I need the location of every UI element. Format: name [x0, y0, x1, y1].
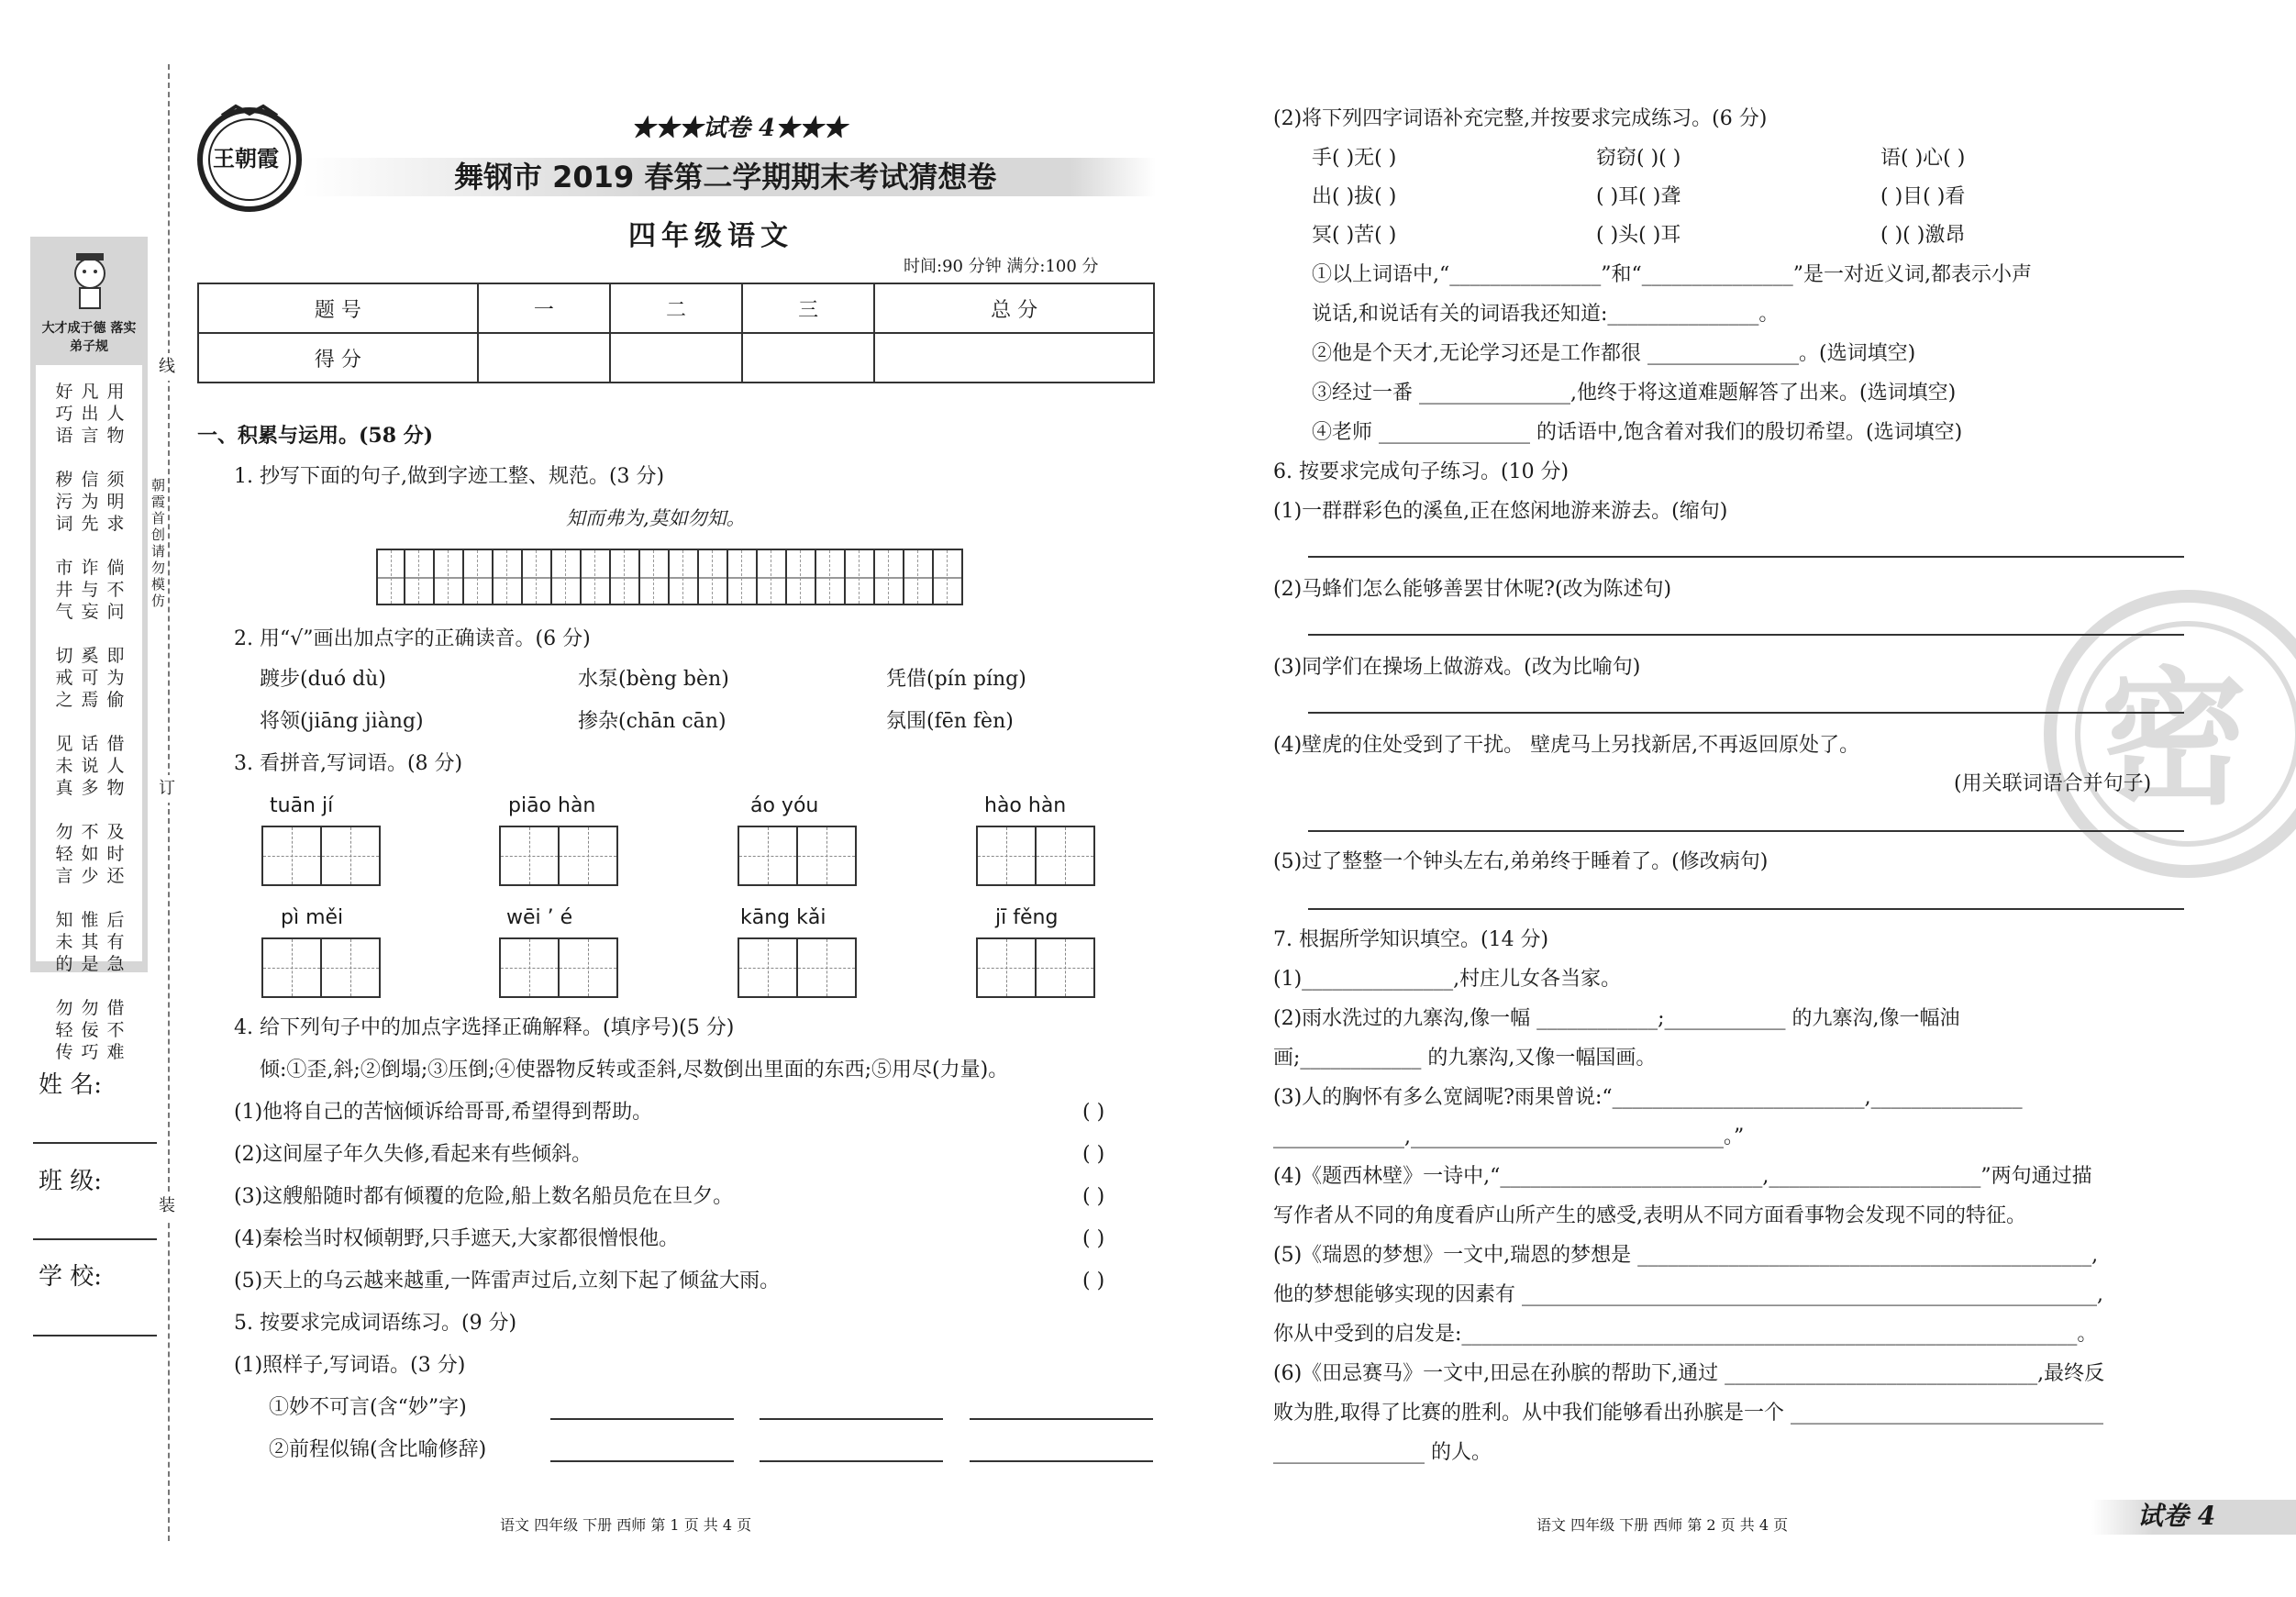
- idiom[interactable]: ( )耳( )聋: [1596, 185, 1681, 208]
- class-field[interactable]: [33, 1238, 157, 1240]
- q1-writing-grid[interactable]: [376, 549, 963, 605]
- q4-item: (5)天上的乌云越来越重,一阵雷声过后,立刻下起了倾盆大雨。: [234, 1270, 781, 1292]
- q5-answer-line[interactable]: [760, 1418, 943, 1420]
- q3-pinyin: jī fěng: [995, 906, 1059, 929]
- q6-answer-line[interactable]: [1308, 556, 2184, 558]
- q7-line: 画;____________ 的九寨沟,又像一幅国画。: [1273, 1047, 1657, 1070]
- q3-answer-box[interactable]: [261, 826, 381, 886]
- score-cell-total[interactable]: [874, 333, 1154, 383]
- q3-pinyin: pì měi: [281, 906, 344, 929]
- binding-label-zhuang: 装: [159, 1192, 175, 1220]
- brand-logo-text: 王朝霞: [213, 145, 279, 172]
- q4-definition: 倾:①歪,斜;②倒塌;③压倒;④使器物反转或歪斜,尽数倒出里面的东西;⑤用尽(力量)。: [260, 1059, 1009, 1081]
- right-footer: 语文 四年级 下册 西师 第 2 页 共 4 页: [1536, 1516, 1789, 1534]
- corner-label: 试卷 4: [2137, 1501, 2216, 1531]
- q5-line: ③经过一番 _______________,他终于将这道难题解答了出来。(选词填空): [1312, 382, 1957, 405]
- q6-prompt: 6. 按要求完成句子练习。(10 分): [1273, 460, 1569, 483]
- q2-item[interactable]: 氛围(fēn fèn): [886, 710, 1014, 733]
- score-cell-3[interactable]: [742, 333, 874, 383]
- q7-line: 写作者从不同的角度看庐山所产生的感受,表明从不同方面看事物会发现不同的特征。: [1273, 1204, 2026, 1227]
- q7-line: 他的梦想能够实现的因素有 _________________________________________________________,: [1273, 1283, 2103, 1306]
- q5-example-2: ②前程似锦(含比喻修辞): [269, 1438, 487, 1461]
- series-label: ★★★试卷 4★★★: [631, 115, 848, 142]
- q5-example-1: ①妙不可言(含“妙”字): [269, 1396, 467, 1419]
- score-header-total: 总 分: [874, 283, 1154, 333]
- q5-sub2: (2)将下列四字词语补充完整,并按要求完成练习。(6 分): [1273, 107, 1768, 130]
- q4-item: (2)这间屋子年久失修,看起来有些倾斜。: [234, 1143, 593, 1166]
- q5-answer-line[interactable]: [760, 1460, 943, 1462]
- q7-line: (3)人的胸怀有多么宽阔呢?雨果曾说:“_________________________,_______________: [1273, 1086, 2023, 1109]
- q4-answer-paren[interactable]: ( ): [1082, 1185, 1105, 1208]
- q6-item: (4)壁虎的住处受到了干扰。 壁虎马上另找新居,不再返回原处了。: [1273, 734, 1860, 757]
- score-cell-2[interactable]: [610, 333, 742, 383]
- score-header-3: 三: [742, 283, 874, 333]
- q4-prompt: 4. 给下列句子中的加点字选择正确解释。(填序号)(5 分): [234, 1016, 735, 1039]
- q7-prompt: 7. 根据所学知识填空。(14 分): [1273, 928, 1549, 951]
- q6-answer-line[interactable]: [1308, 712, 2184, 714]
- name-label: 姓 名:: [39, 1071, 103, 1099]
- exam-title: 舞钢市 2019 春第二学期期末考试猜想卷: [454, 160, 997, 194]
- score-row-label: 得 分: [198, 333, 478, 383]
- q5-line: 说话,和说话有关的词语我还知道:_______________。: [1312, 303, 1780, 326]
- score-table: [197, 283, 1155, 383]
- q2-prompt: 2. 用“√”画出加点字的正确读音。(6 分): [234, 627, 591, 650]
- q5-answer-line[interactable]: [970, 1460, 1153, 1462]
- q3-answer-box[interactable]: [499, 826, 618, 886]
- q3-pinyin: áo yóu: [750, 794, 819, 817]
- q6-item: (3)同学们在操场上做游戏。(改为比喻句): [1273, 656, 1641, 679]
- q5-answer-line[interactable]: [970, 1418, 1153, 1420]
- q7-line: 败为胜,取得了比赛的胜利。从中我们能够看出孙膑是一个 _______________________________: [1273, 1402, 2103, 1425]
- q1-prompt: 1. 抄写下面的句子,做到字迹工整、规范。(3 分): [234, 465, 665, 488]
- q3-pinyin: hào hàn: [984, 794, 1067, 817]
- q5-prompt: 5. 按要求完成词语练习。(9 分): [234, 1312, 517, 1335]
- q2-item[interactable]: 掺杂(chān cān): [578, 710, 727, 733]
- school-label: 学 校:: [39, 1263, 103, 1291]
- q3-pinyin: piāo hàn: [508, 794, 596, 817]
- idiom[interactable]: 冥( )苦( ): [1312, 224, 1397, 247]
- school-field[interactable]: [33, 1335, 157, 1336]
- q3-answer-box[interactable]: [738, 826, 857, 886]
- q3-pinyin: kāng kǎi: [740, 906, 826, 929]
- q2-item[interactable]: 凭借(pín píng): [886, 668, 1026, 691]
- q1-sentence: 知而弗为,莫如勿知。: [566, 507, 746, 529]
- q3-answer-box[interactable]: [499, 937, 618, 998]
- q4-answer-paren[interactable]: ( ): [1082, 1270, 1105, 1292]
- q6-item: (2)马蜂们怎么能够善罢甘休呢?(改为陈述句): [1273, 578, 1672, 601]
- section-1-heading: 一、积累与运用。(58 分): [197, 424, 434, 448]
- idiom[interactable]: 出( )拔( ): [1312, 185, 1397, 208]
- motto-col-2: 凡出言 信为先 诈与妄 奚可焉 话说多 不如少 惟其是 勿佞巧: [81, 382, 99, 1062]
- q5-answer-line[interactable]: [550, 1418, 734, 1420]
- q2-item[interactable]: 水泵(bèng bèn): [578, 668, 729, 691]
- q7-line: (2)雨水洗过的九寨沟,像一幅 ____________;____________ 的九寨沟,像一幅油: [1273, 1007, 1960, 1030]
- idiom[interactable]: ( )头( )耳: [1596, 224, 1681, 247]
- q4-answer-paren[interactable]: ( ): [1082, 1227, 1105, 1250]
- q7-line: (5)《瑞恩的梦想》一文中,瑞恩的梦想是 _____________________________________________,: [1273, 1244, 2099, 1267]
- q5-line: ④老师 _______________ 的话语中,饱含着对我们的殷切希望。(选词填空): [1312, 421, 1963, 444]
- q2-item[interactable]: 踱步(duó dù): [260, 668, 386, 691]
- time-info: 时间:90 分钟 满分:100 分: [904, 257, 1099, 276]
- idiom[interactable]: ( )( )激昂: [1880, 224, 1966, 247]
- binding-dashed-line: [168, 64, 170, 1541]
- q3-answer-box[interactable]: [976, 937, 1095, 998]
- name-field[interactable]: [33, 1142, 157, 1144]
- q4-answer-paren[interactable]: ( ): [1082, 1143, 1105, 1166]
- subject-title: 四年级语文: [628, 220, 793, 252]
- q7-line: 你从中受到的启发是:_____________________________________________________________。: [1273, 1323, 2098, 1346]
- score-cell-1[interactable]: [478, 333, 610, 383]
- q3-answer-box[interactable]: [738, 937, 857, 998]
- q3-answer-box[interactable]: [261, 937, 381, 998]
- q5-line: ①以上词语中,“_______________”和“_______________”是一对近义词,都表示小声: [1312, 263, 2032, 286]
- motto-col-1: 好巧语 秽污词 市井气 切戒之 见未真 勿轻言 知未的 勿轻传: [55, 382, 73, 1062]
- q3-answer-box[interactable]: [976, 826, 1095, 886]
- q3-prompt: 3. 看拼音,写词语。(8 分): [234, 752, 463, 775]
- q5-sub1: (1)照样子,写词语。(3 分): [234, 1354, 466, 1377]
- q2-item[interactable]: 将领(jiāng jiàng): [260, 710, 424, 733]
- idiom[interactable]: ( )目( )看: [1880, 185, 1966, 208]
- q6-answer-line[interactable]: [1308, 908, 2184, 910]
- q5-line: ②他是个天才,无论学习还是工作都很 _______________。(选词填空): [1312, 342, 1916, 365]
- motto-col-3: 用人物 须明求 倘不问 即为偷 借人物 及时还 后有急 借不难: [106, 382, 125, 1062]
- motto-top: 大才成于德 落实弟子规: [41, 321, 137, 354]
- q7-line: (4)《题西林壁》一诗中,“__________________________,_____________________”两句通过描: [1273, 1165, 2092, 1188]
- q6-item: (5)过了整整一个钟头左右,弟弟终于睡着了。(修改病句): [1273, 850, 1769, 873]
- idiom[interactable]: 语( )心( ): [1880, 147, 1966, 170]
- q4-item: (4)秦桧当时权倾朝野,只手遮天,大家都很憎恨他。: [234, 1227, 680, 1250]
- q4-item: (1)他将自己的苦恼倾诉给哥哥,希望得到帮助。: [234, 1101, 653, 1124]
- q7-line: (6)《田忌赛马》一文中,田忌在孙膑的帮助下,通过 _______________________________,最终反: [1273, 1362, 2105, 1385]
- idiom[interactable]: 窃窃( )( ): [1596, 147, 1681, 170]
- confidential-seal-char: 密: [2101, 652, 2248, 825]
- q7-line: _______________ 的人。: [1273, 1441, 1492, 1464]
- class-label: 班 级:: [39, 1168, 103, 1195]
- q6-note: (用关联词语合并句子): [1954, 772, 2152, 795]
- q6-item: (1)一群群彩色的溪鱼,正在悠闲地游来游去。(缩句): [1273, 500, 1728, 523]
- binding-label-ding: 订: [159, 775, 175, 803]
- q6-answer-line[interactable]: [1308, 830, 2184, 832]
- idiom[interactable]: 手( )无( ): [1312, 147, 1397, 170]
- q6-answer-line[interactable]: [1308, 634, 2184, 636]
- binding-label-xian: 线: [159, 353, 175, 381]
- q3-pinyin: tuān jí: [270, 794, 334, 817]
- mascot-icon: [67, 248, 113, 312]
- q3-pinyin: wēi ’ é: [506, 906, 573, 929]
- left-footer: 语文 四年级 下册 西师 第 1 页 共 4 页: [500, 1516, 752, 1534]
- q7-line: _____________,_______________________________。”: [1273, 1126, 1745, 1148]
- score-header-2: 二: [610, 283, 742, 333]
- q7-line: (1)_______________,村庄儿女各当家。: [1273, 968, 1622, 991]
- score-header-1: 一: [478, 283, 610, 333]
- q4-answer-paren[interactable]: ( ): [1082, 1101, 1105, 1124]
- q4-item: (3)这艘船随时都有倾覆的危险,船上数名船员危在旦夕。: [234, 1185, 734, 1208]
- binding-note: 朝霞首创 请勿模仿: [151, 477, 166, 609]
- q5-answer-line[interactable]: [550, 1460, 734, 1462]
- score-header-tihao: 题 号: [198, 283, 478, 333]
